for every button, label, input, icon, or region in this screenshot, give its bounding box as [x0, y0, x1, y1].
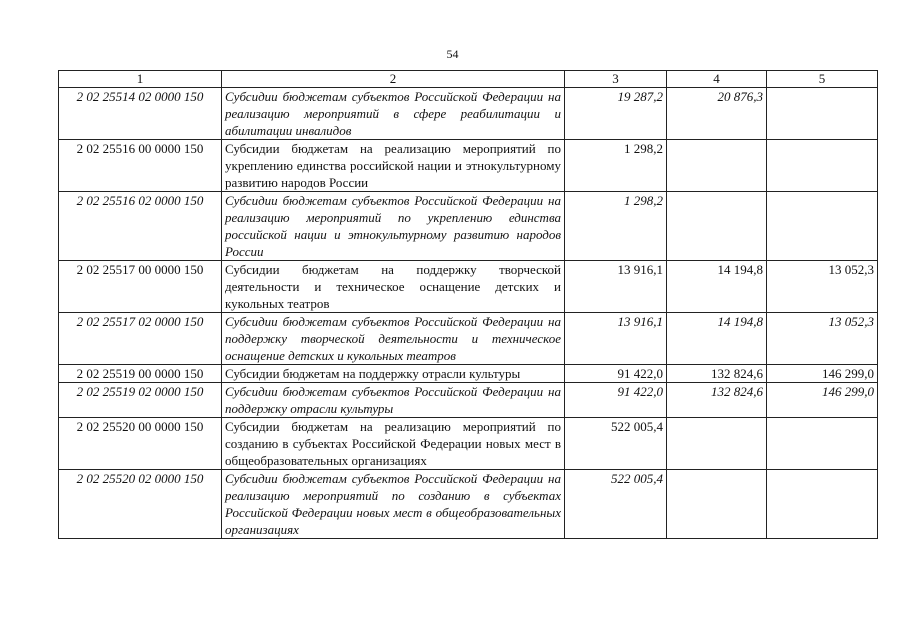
description-cell: Субсидии бюджетам на поддержку творческой деятельности и техническое оснащение детских и кукольных театров: [222, 261, 565, 313]
value-col3-cell: 19 287,2: [565, 88, 667, 140]
budget-code-cell: 2 02 25519 02 0000 150: [59, 383, 222, 418]
description-cell: Субсидии бюджетам субъектов Российской Федерации на реализацию мероприятий в сфере реабилитации и абилитации инвалидов: [222, 88, 565, 140]
column-number: 4: [667, 71, 767, 88]
table-row: [59, 261, 878, 313]
description-cell: Субсидии бюджетам субъектов Российской Федерации на поддержку творческой деятельности и техническое оснащение детских и кукольных театров: [222, 313, 565, 365]
table-row: [59, 365, 878, 383]
column-number: 3: [565, 71, 667, 88]
value-col4-cell: 132 824,6: [667, 365, 767, 383]
value-col4-cell: 132 824,6: [667, 383, 767, 418]
budget-code-cell: 2 02 25516 00 0000 150: [59, 140, 222, 192]
value-col5-cell: [767, 192, 878, 261]
table-row: [59, 313, 878, 365]
value-col4-cell: [667, 192, 767, 261]
budget-code-cell: 2 02 25520 02 0000 150: [59, 470, 222, 539]
value-col3-cell: 522 005,4: [565, 418, 667, 470]
budget-code-cell: 2 02 25514 02 0000 150: [59, 88, 222, 140]
value-col3-cell: 91 422,0: [565, 383, 667, 418]
description-cell: Субсидии бюджетам субъектов Российской Федерации на реализацию мероприятий по созданию в субъектах Российской Федерации новых мест в общеобразовательных организациях: [222, 470, 565, 539]
table-row: [59, 140, 878, 192]
value-col5-cell: 146 299,0: [767, 365, 878, 383]
value-col4-cell: 20 876,3: [667, 88, 767, 140]
value-col5-cell: [767, 470, 878, 539]
budget-code-cell: 2 02 25516 02 0000 150: [59, 192, 222, 261]
budget-table: [58, 70, 878, 539]
budget-code-cell: 2 02 25519 00 0000 150: [59, 365, 222, 383]
column-number: 2: [222, 71, 565, 88]
value-col5-cell: 146 299,0: [767, 383, 878, 418]
budget-code-cell: 2 02 25517 02 0000 150: [59, 313, 222, 365]
value-col4-cell: [667, 470, 767, 539]
table-row: [59, 192, 878, 261]
value-col4-cell: 14 194,8: [667, 313, 767, 365]
column-number-row: [59, 71, 878, 88]
value-col3-cell: 1 298,2: [565, 140, 667, 192]
table-row: [59, 470, 878, 539]
description-cell: Субсидии бюджетам на реализацию мероприятий по укреплению единства российской нации и этнокультурному развитию народов России: [222, 140, 565, 192]
value-col5-cell: [767, 418, 878, 470]
value-col3-cell: 13 916,1: [565, 313, 667, 365]
description-cell: Субсидии бюджетам на поддержку отрасли культуры: [222, 365, 565, 383]
table-row: [59, 88, 878, 140]
value-col5-cell: 13 052,3: [767, 313, 878, 365]
description-cell: Субсидии бюджетам субъектов Российской Федерации на поддержку отрасли культуры: [222, 383, 565, 418]
value-col3-cell: 91 422,0: [565, 365, 667, 383]
budget-code-cell: 2 02 25517 00 0000 150: [59, 261, 222, 313]
value-col5-cell: [767, 88, 878, 140]
value-col3-cell: 13 916,1: [565, 261, 667, 313]
page-number: 54: [446, 47, 459, 61]
table-row: [59, 383, 878, 418]
description-cell: Субсидии бюджетам субъектов Российской Федерации на реализацию мероприятий по укреплению единства российской нации и этнокультурному развитию народов России: [222, 192, 565, 261]
budget-code-cell: 2 02 25520 00 0000 150: [59, 418, 222, 470]
value-col5-cell: 13 052,3: [767, 261, 878, 313]
value-col4-cell: 14 194,8: [667, 261, 767, 313]
value-col3-cell: 522 005,4: [565, 470, 667, 539]
value-col4-cell: [667, 418, 767, 470]
description-cell: Субсидии бюджетам на реализацию мероприятий по созданию в субъектах Российской Федерации новых мест в общеобразовательных организациях: [222, 418, 565, 470]
value-col3-cell: 1 298,2: [565, 192, 667, 261]
value-col4-cell: [667, 140, 767, 192]
table-row: [59, 418, 878, 470]
value-col5-cell: [767, 140, 878, 192]
table-body: [59, 88, 878, 539]
column-number: 5: [767, 71, 878, 88]
column-number: 1: [59, 71, 222, 88]
